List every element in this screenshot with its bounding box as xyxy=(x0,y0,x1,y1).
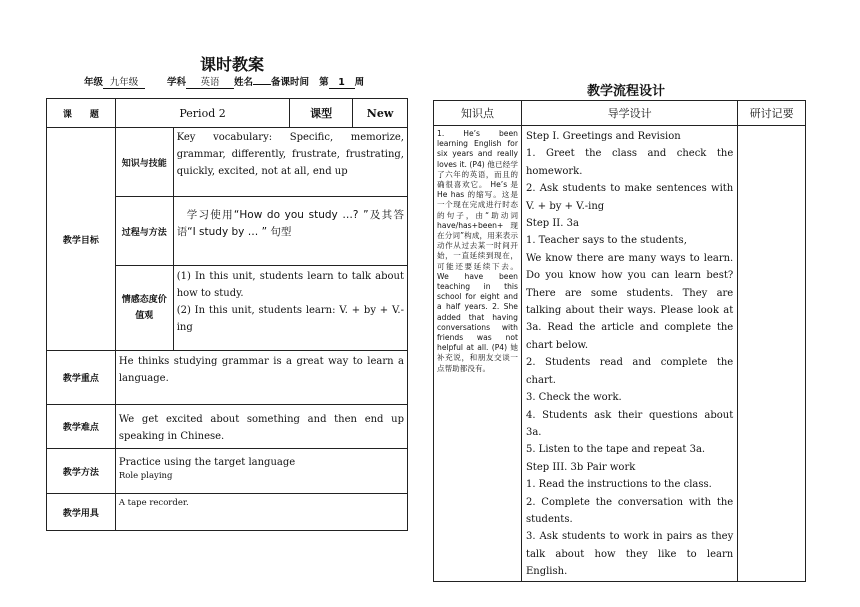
teaching-flow-table xyxy=(433,100,806,582)
guide-line: 1. Teacher says to the students, xyxy=(525,235,687,247)
key-points-label: 教学重点 xyxy=(47,351,116,405)
knowledge-skill-value: Key vocabulary: Specific, memorize, grammar, differently, frustrate, frustrating, quickly, excited, not at all, end up xyxy=(173,128,407,197)
difficult-points-label: 教学难点 xyxy=(47,405,116,449)
prep-time-label: 备课时间 xyxy=(271,77,310,88)
method-value-1: Practice using the target language xyxy=(118,457,296,468)
guide-design-header: 导学设计 xyxy=(521,101,737,126)
lesson-plan-title: 课时教案 xyxy=(200,55,265,74)
guide-line: We know there are many ways to learn. Do you know how you can learn best? There are some students. They are talking about their ways. Please look at 3a. Read the article and complete the chart below. xyxy=(525,252,734,351)
guide-line: 2. Students read and complete the chart. xyxy=(525,357,734,386)
guide-line: Step I. Greetings and Revision xyxy=(525,131,681,142)
knowledge-points-cell: 1. He’s been learning English for six years and really loves it. (P4) 他已经学了六年的英语，而且的确很喜欢它。 He’s 是 He has 的缩写。这是一个现在完成进行时态的句子，由“助动词 have/has+been+现在分词”构成，用来表示动作从过去某一时间开始，一直延续到现在，可能还要延续下去。 We have been teaching in this school for eight and a half years. 2. She added that having conversations with friends was not helpful at all. (P4) 她补充说，和朋友交谈一点帮助都没有。 xyxy=(434,126,522,582)
method-value-2: Role playing xyxy=(118,471,173,481)
guide-line: 1. Read the instructions to the class. xyxy=(525,479,712,491)
knowledge-skill-label: 知识与技能 xyxy=(115,128,173,197)
guide-line: Step II. 3a xyxy=(525,218,579,230)
guide-line: 4. Students ask their questions about 3a. xyxy=(525,409,734,438)
difficult-points-value: We get excited about something and then end up speaking in Chinese. xyxy=(115,405,407,449)
guide-line: 5. Listen to the tape and repeat 3a. xyxy=(525,444,706,456)
guide-line: 1. Greet the class and check the homework. xyxy=(525,148,734,177)
type-value: New xyxy=(353,99,408,128)
guide-line: Step III. 3b Pair work xyxy=(525,461,636,473)
process-method-label: 过程与方法 xyxy=(115,197,173,266)
name-value xyxy=(253,84,271,85)
process-method-value: 学习使用“How do you study …? ”及其答语“I study by … ” 句型 xyxy=(173,197,407,266)
topic-label: 课 题 xyxy=(47,99,116,128)
week-prefix: 第 xyxy=(319,77,329,88)
attitude-values-label: 情感态度价值观 xyxy=(115,266,173,351)
teaching-method-label: 教学方法 xyxy=(47,449,116,494)
flow-design-title: 教学流程设计 xyxy=(587,84,666,99)
week-suffix: 周 xyxy=(354,77,365,88)
grade-value: 九年级 xyxy=(103,74,145,89)
goals-label: 教学目标 xyxy=(47,128,116,351)
subject-value: 英语 xyxy=(186,74,234,89)
lesson-info-table xyxy=(46,98,408,531)
type-label: 课型 xyxy=(290,99,353,128)
header-meta xyxy=(84,74,364,89)
week-value: 1 xyxy=(329,77,355,89)
teaching-tools-label: 教学用具 xyxy=(47,494,116,531)
grade-label: 年级 xyxy=(84,77,104,88)
teaching-method-cell xyxy=(115,449,407,494)
guide-design-cell xyxy=(521,126,737,582)
guide-line: 2. Complete the conversation with the students. xyxy=(525,496,734,525)
key-points-value: He thinks studying grammar is a great way to learn a language. xyxy=(115,351,407,405)
name-label: 姓名 xyxy=(234,77,254,88)
topic-value: Period 2 xyxy=(115,99,289,128)
guide-line: 3. Ask students to work in pairs as they talk about how they like to learn English. xyxy=(525,531,734,578)
notes-cell xyxy=(738,126,806,582)
attitude-value-2: (2) In this unit, students learn: V. + by + V.-ing xyxy=(176,305,404,333)
subject-label: 学科 xyxy=(167,77,187,88)
attitude-values-cell xyxy=(173,266,407,351)
notes-header: 研讨记要 xyxy=(738,101,806,126)
guide-line: 2. Ask students to make sentences with V. + by + V.-ing xyxy=(525,183,734,212)
teaching-tools-value: A tape recorder. xyxy=(115,494,407,531)
guide-line: 3. Check the work. xyxy=(525,392,622,404)
attitude-value-1: (1) In this unit, students learn to talk about how to study. xyxy=(176,271,404,299)
knowledge-points-header: 知识点 xyxy=(434,101,522,126)
